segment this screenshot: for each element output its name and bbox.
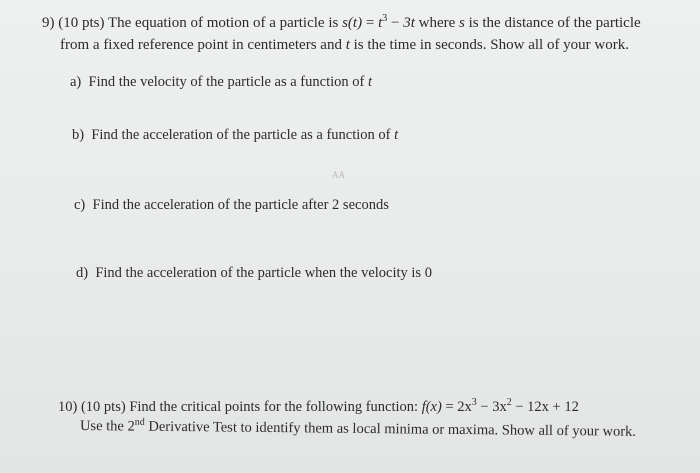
q9-eq-minus: − [390,15,400,31]
q9-line-1 [42,14,641,32]
part-a-label: a) [70,74,82,90]
part-b-label: b) [72,127,85,143]
q9-part-c [74,196,389,214]
q9-eq-equals: = [365,15,375,31]
q9-eq-lhs: s(t) [342,15,363,31]
q10-line2-start: Use the 2 [79,418,135,435]
q9-line2-text: from a fixed reference point in centimeters and [60,37,342,53]
q10-term4: 12 [564,399,579,415]
q10-line-2 [80,417,636,441]
q9-line1-end: is the distance of the particle [468,15,641,31]
q10-term1: 2x [457,399,472,415]
q10-line2-end: Derivative Test to identify them as local minima or maxima. Show all of your work. [148,418,637,440]
q9-points: (10 pts) [58,15,105,31]
part-a-var: t [367,74,372,90]
q10-exp1: 3 [471,397,477,409]
q9-eq-t-exponent: 3 [382,13,388,24]
part-b-var: t [394,127,399,143]
q9-eq-3t: 3t [403,15,415,31]
q9-part-b [72,126,398,144]
part-d-label: d) [76,265,89,281]
q10-fx: f(x) [421,399,442,415]
q10-term2: 3x [492,399,507,415]
q9-line1-tail: where [418,15,456,31]
q9-eq-t: t [378,15,383,31]
q9-line2-end: is the time in seconds. Show all of your work. [353,37,630,53]
q10-plus: + [552,399,561,415]
part-b-text: Find the acceleration of the particle as a function of [91,127,391,143]
q10-term3: 12x [527,399,549,415]
q9-var-s: s [459,15,465,31]
part-c-label: c) [74,197,86,213]
q10-points: (10 pts) [80,399,126,415]
q10-minus2: − [515,399,524,415]
q10-line2-sup: nd [134,416,145,428]
q9-var-t: t [345,37,350,53]
q10-number: 10) [58,399,78,415]
q9-line-2 [60,36,629,54]
q9-part-a [70,73,372,91]
q9-line1-text: The equation of motion of a particle is [107,15,339,31]
q9-number: 9) [42,15,55,31]
q9-part-d [76,264,432,282]
q10-exp2: 2 [506,397,512,409]
part-c-text: Find the acceleration of the particle after 2 seconds [92,197,389,213]
q10-minus1: − [480,399,489,415]
q10-line1-text: Find the critical points for the following function: [129,399,419,415]
faint-mark: AA [332,170,345,180]
q10-equals: = [445,399,454,415]
part-d-text: Find the acceleration of the particle when the velocity is 0 [95,265,432,281]
q10-line-1 [58,398,579,416]
part-a-text: Find the velocity of the particle as a function of [88,74,365,90]
